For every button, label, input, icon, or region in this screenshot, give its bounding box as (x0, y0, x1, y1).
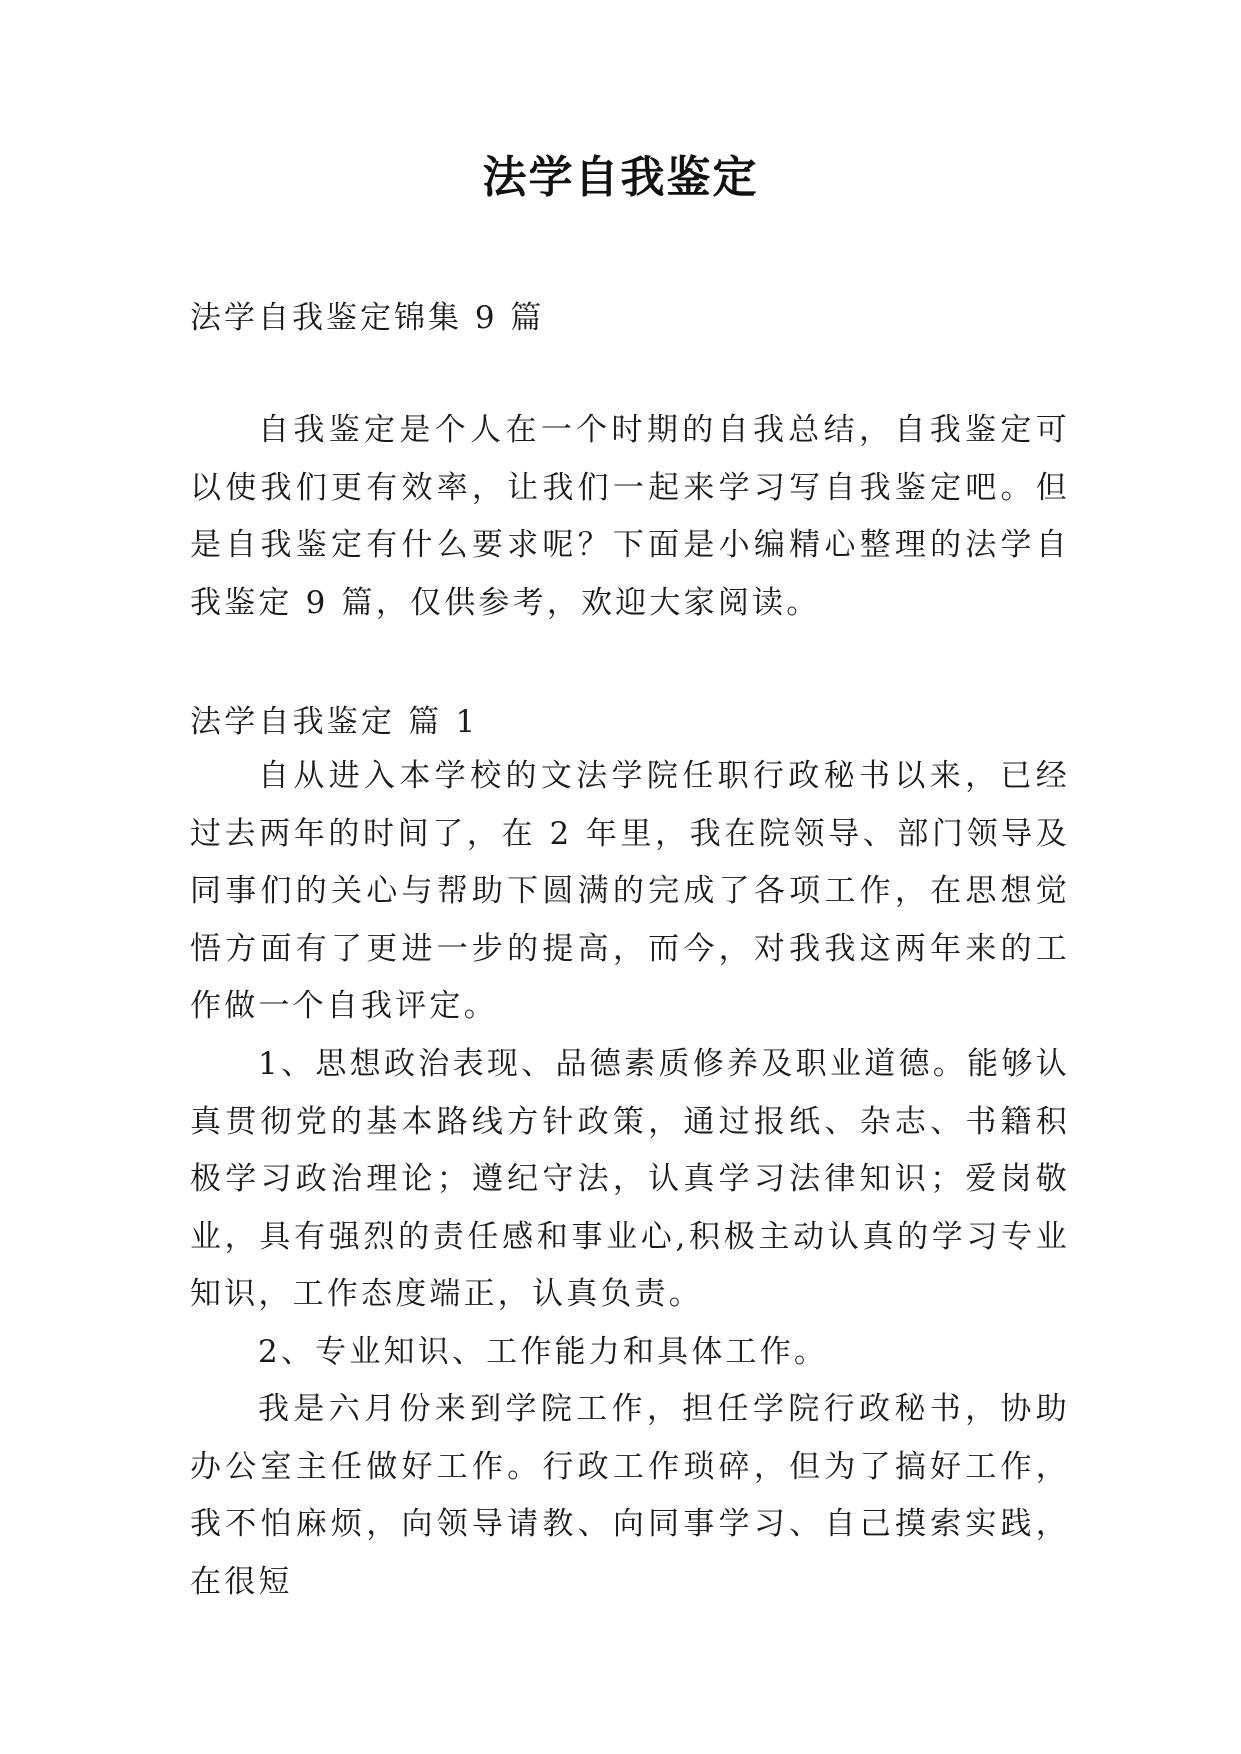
intro-paragraph: 自我鉴定是个人在一个时期的自我总结，自我鉴定可以使我们更有效率，让我们一起来学习写自我鉴定吧。但是自我鉴定有什么要求呢？下面是小编精心整理的法学自我鉴定 9 篇，仅供参考，欢迎大家阅读。 (190, 412, 1070, 621)
document-subtitle: 法学自我鉴定锦集 9 篇 (190, 300, 545, 336)
document-title: 法学自我鉴定 (482, 152, 759, 203)
section-heading: 法学自我鉴定 篇 1 (190, 704, 479, 740)
body-paragraph: 2、专业知识、工作能力和具体工作。 (258, 1334, 829, 1370)
body-paragraph: 我是六月份来到学院工作，担任学院行政秘书，协助办公室主任做好工作。行政工作琐碎，但为了搞好工作，我不怕麻烦，向领导请教、向同事学习、自己摸索实践，在很短 (190, 1391, 1070, 1600)
body-paragraph: 1、思想政治表现、品德素质修养及职业道德。能够认真贯彻党的基本路线方针政策，通过报纸、杂志、书籍积极学习政治理论；遵纪守法，认真学习法律知识；爱岗敬业，具有强烈的责任感和事业心,积极主动认真的学习专业知识，工作态度端正，认真负责。 (190, 1046, 1070, 1312)
body-paragraph: 自从进入本学校的文法学院任职行政秘书以来，已经过去两年的时间了，在 2 年里，我在院领导、部门领导及同事们的关心与帮助下圆满的完成了各项工作，在思想觉悟方面有了更进一步的提高，而今，对我我这两年来的工作做一个自我评定。 (190, 758, 1070, 1024)
